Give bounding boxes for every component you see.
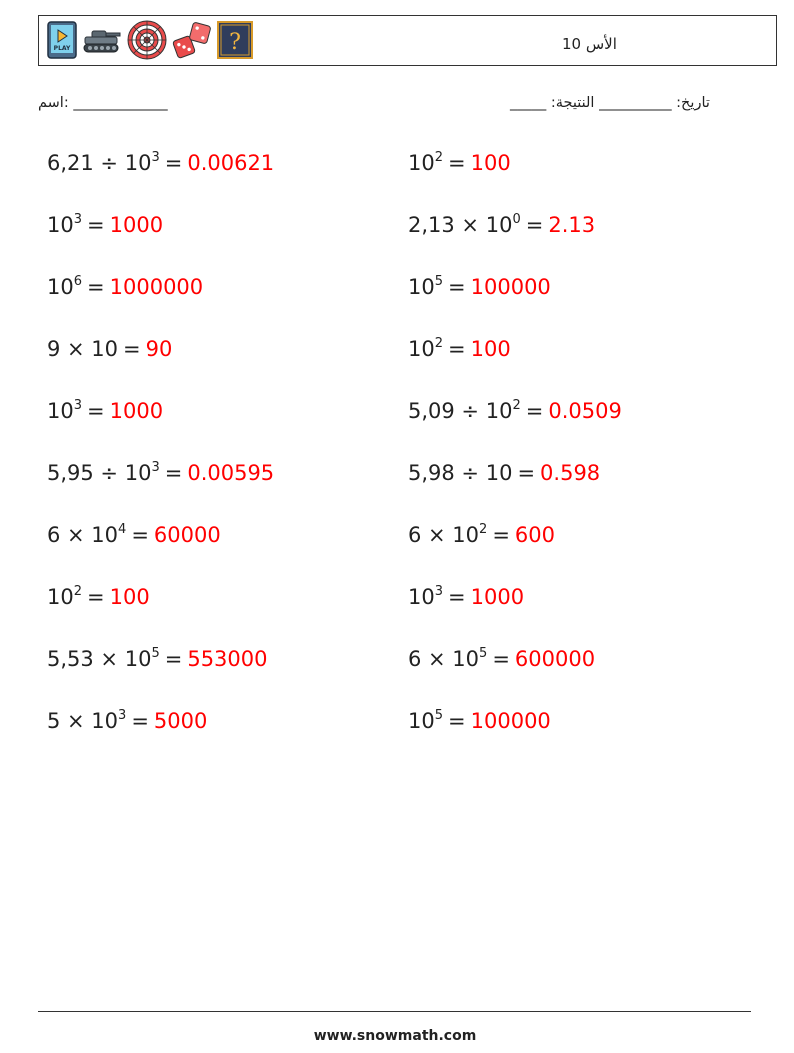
problem-answer: 100	[470, 337, 511, 361]
problem-row	[47, 646, 268, 672]
equals-sign: =	[492, 647, 510, 671]
equals-sign: =	[87, 585, 105, 609]
problem-expression: 10	[47, 213, 74, 237]
problem-exponent: 5	[434, 274, 444, 289]
problem-expression: 10	[408, 337, 435, 361]
problem-row	[408, 522, 555, 548]
problem-answer: 1000	[109, 399, 164, 423]
problem-row	[408, 460, 600, 486]
problem-answer: 100	[470, 151, 511, 175]
equals-sign: =	[123, 337, 141, 361]
problem-expression: 10	[408, 585, 435, 609]
problem-row	[47, 398, 163, 424]
equals-sign: =	[525, 399, 544, 423]
equals-sign: =	[448, 709, 466, 733]
equals-sign: =	[164, 647, 183, 671]
problem-row	[408, 708, 551, 734]
equals-sign: =	[131, 523, 149, 547]
problem-row	[408, 150, 511, 176]
problem-exponent: 4	[118, 522, 127, 537]
equals-sign: =	[87, 213, 105, 237]
problem-expression: 9 × 10	[47, 337, 119, 361]
equals-sign: =	[525, 213, 544, 237]
date-score-field: _____ :تاريخ: __________ النتيجة	[510, 95, 710, 111]
equals-sign: =	[448, 275, 466, 299]
equals-sign: =	[87, 275, 105, 299]
problem-expression: 10	[47, 275, 74, 299]
problem-exponent: 3	[434, 584, 444, 599]
problem-exponent: 2	[434, 336, 444, 351]
problem-row	[47, 522, 221, 548]
tank-icon	[82, 25, 122, 59]
problem-exponent: 2	[512, 398, 521, 413]
footer-divider	[38, 1011, 751, 1012]
dice-icon	[172, 20, 212, 64]
problem-answer: 0.00595	[187, 461, 275, 485]
problem-exponent: 3	[151, 460, 160, 475]
problem-expression: 6 × 10	[408, 647, 480, 671]
problem-answer: 600000	[514, 647, 596, 671]
problem-answer: 100000	[470, 709, 551, 733]
problem-row	[47, 460, 274, 486]
problem-expression: 10	[47, 585, 74, 609]
problem-row	[408, 584, 524, 610]
problem-row	[47, 274, 203, 300]
problem-answer: 60000	[153, 523, 221, 547]
problem-answer: 0.598	[540, 461, 601, 485]
problem-expression: 6 × 10	[408, 523, 480, 547]
problem-expression: 10	[47, 399, 74, 423]
problem-row	[47, 584, 150, 610]
problem-answer: 1000	[470, 585, 525, 609]
problem-row	[47, 212, 163, 238]
problem-exponent: 5	[151, 646, 160, 661]
problem-expression: 5,95 ÷ 10	[47, 461, 152, 485]
problem-expression: 5,98 ÷ 10	[408, 461, 513, 485]
problem-expression: 2,13 × 10	[408, 213, 513, 237]
problem-exponent: 2	[434, 150, 444, 165]
problem-answer: 553000	[187, 647, 268, 671]
problem-row	[408, 646, 595, 672]
header-icons	[47, 22, 253, 62]
dartboard-icon	[127, 20, 167, 64]
name-field: اسم: _____________	[38, 95, 168, 111]
problem-row	[47, 708, 207, 734]
problem-answer: 5000	[153, 709, 208, 733]
problem-answer: 0.00621	[187, 151, 275, 175]
problem-row	[408, 398, 622, 424]
page-title: الأس 10	[562, 35, 617, 53]
equals-sign: =	[448, 151, 466, 175]
problem-answer: 600	[514, 523, 556, 547]
worksheet-header	[38, 15, 777, 66]
question-mark: ?	[229, 30, 241, 55]
play-tablet-icon	[47, 21, 77, 63]
problem-expression: 10	[408, 709, 435, 733]
problem-answer: 1000	[109, 213, 164, 237]
equals-sign: =	[131, 709, 149, 733]
equals-sign: =	[448, 585, 466, 609]
problem-exponent: 2	[73, 584, 83, 599]
problem-answer: 1000000	[109, 275, 204, 299]
problem-row	[408, 212, 595, 238]
problem-expression: 6 × 10	[47, 523, 119, 547]
equals-sign: =	[164, 151, 183, 175]
problem-answer: 100000	[470, 275, 551, 299]
problem-expression: 10	[408, 151, 435, 175]
problem-expression: 6,21 ÷ 10	[47, 151, 152, 175]
problem-exponent: 3	[73, 212, 83, 227]
problem-exponent: 2	[479, 522, 488, 537]
equals-sign: =	[164, 461, 183, 485]
problem-answer: 0.0509	[548, 399, 622, 423]
problem-exponent: 3	[73, 398, 83, 413]
problem-expression: 5 × 10	[47, 709, 119, 733]
question-card-icon	[217, 21, 253, 63]
problem-row	[408, 274, 551, 300]
problem-row	[47, 336, 172, 362]
equals-sign: =	[492, 523, 510, 547]
problem-row	[47, 150, 274, 176]
equals-sign: =	[517, 461, 536, 485]
problem-answer: 90	[145, 337, 173, 361]
footer-website: www.snowmath.com	[313, 1028, 477, 1044]
equals-sign: =	[87, 399, 105, 423]
problem-answer: 100	[109, 585, 150, 609]
problem-answer: 2.13	[548, 213, 596, 237]
problem-row	[408, 336, 511, 362]
problem-exponent: 0	[512, 212, 521, 227]
problem-expression: 5,09 ÷ 10	[408, 399, 513, 423]
problem-expression: 5,53 × 10	[47, 647, 152, 671]
problem-exponent: 6	[73, 274, 83, 289]
problem-exponent: 3	[118, 708, 127, 723]
problem-exponent: 3	[151, 150, 160, 165]
problem-exponent: 5	[434, 708, 444, 723]
problem-exponent: 5	[479, 646, 488, 661]
equals-sign: =	[448, 337, 466, 361]
play-text: PLAY	[53, 45, 71, 52]
problem-expression: 10	[408, 275, 435, 299]
